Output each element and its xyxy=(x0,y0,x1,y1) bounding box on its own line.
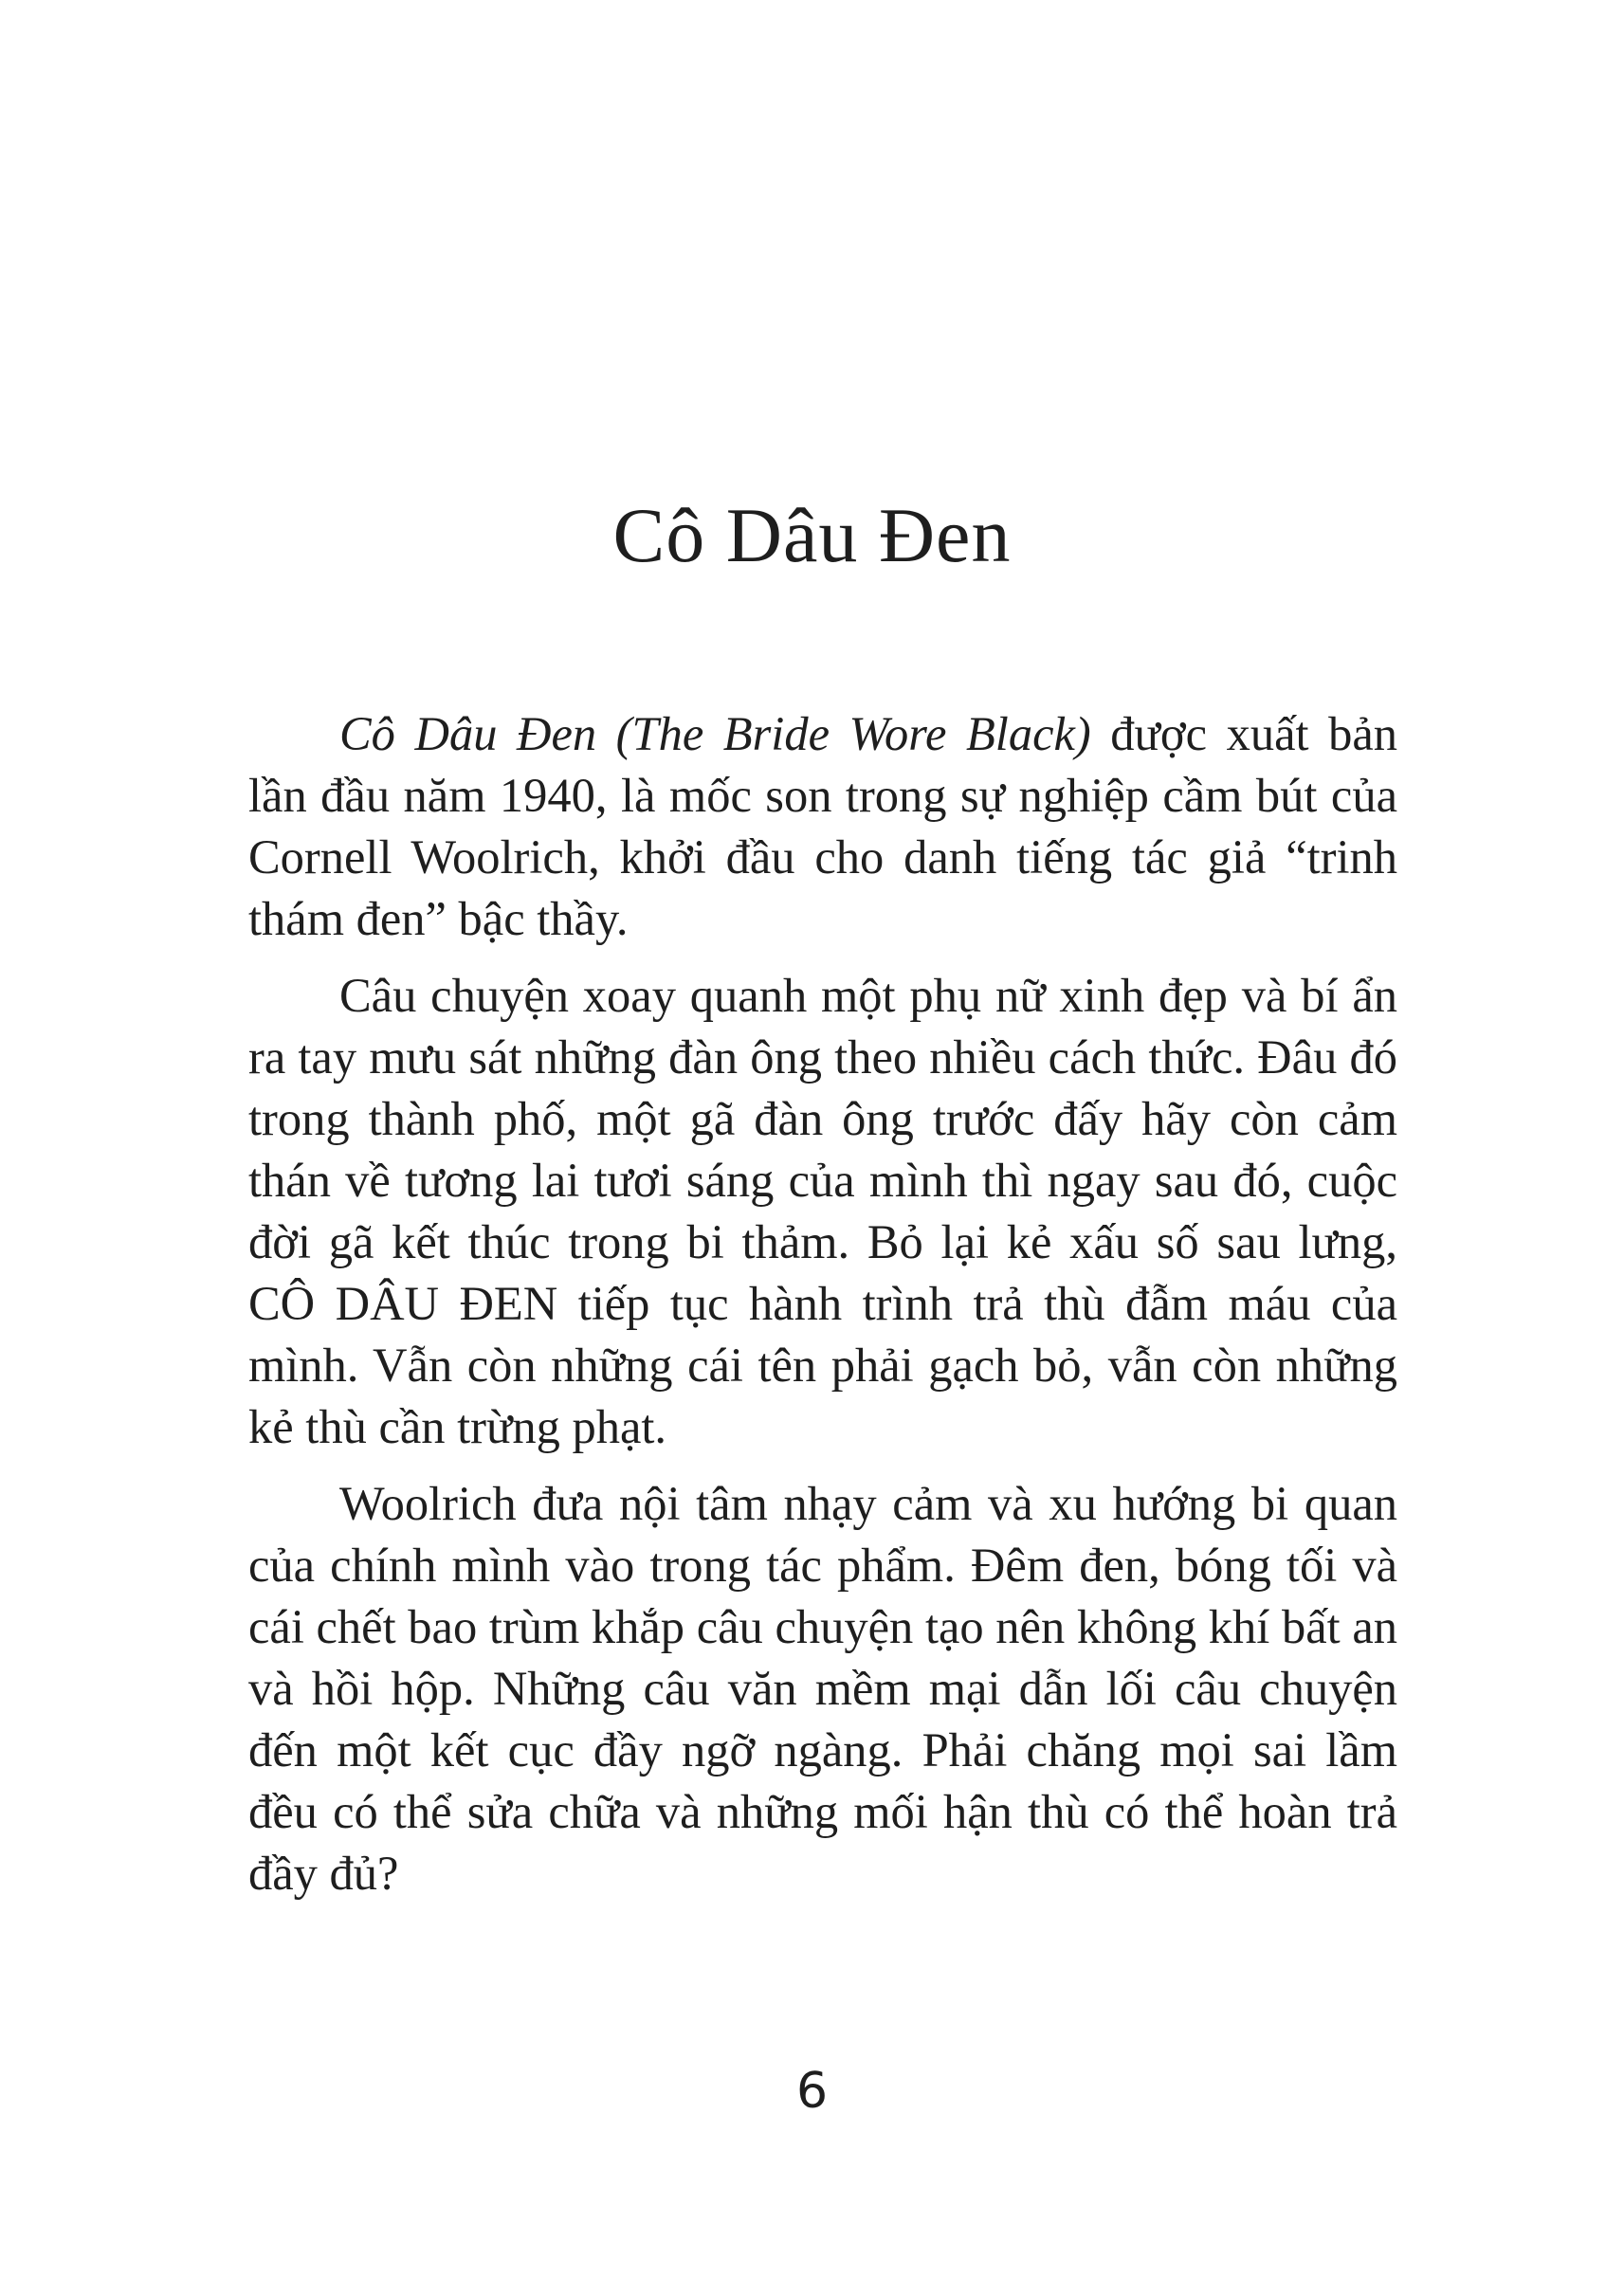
paragraph-3: Woolrich đưa nội tâm nhạy cảm và xu hướng bi quan của chính mình vào trong tác phẩm. Đêm đen, bóng tối và cái chết bao trùm khắp câu chuyện tạo nên không khí bất an và hồi hộp. Những câu văn mềm mại dẫn lối câu chuyện đến một kết cục đầy ngỡ ngàng. Phải chăng mọi sai lầm đều có thể sửa chữa và những mối hận thù có thể hoàn trả đầy đủ? xyxy=(248,1477,1397,1900)
paragraph-2: Câu chuyện xoay quanh một phụ nữ xinh đẹp và bí ẩn ra tay mưu sát những đàn ông theo nhiều cách thức. Đâu đó trong thành phố, một gã đàn ông trước đấy hãy còn cảm thán về tương lai tươi sáng của mình thì ngay sau đó, cuộc đời gã kết thúc trong bi thảm. Bỏ lại kẻ xấu số sau lưng, CÔ DÂU ĐEN tiếp tục hành trình trả thù đẫm máu của mình. Vẫn còn những cái tên phải gạch bỏ, vẫn còn những kẻ thù cần trừng phạt. xyxy=(248,969,1397,1453)
body-text xyxy=(248,703,1397,1920)
paragraph-1 xyxy=(248,703,1397,950)
page-number: 6 xyxy=(795,2063,829,2120)
paragraph-1-text: được xuất bản lần đầu năm 1940, là mốc son trong sự nghiệp cầm bút của Cornell Woolrich, khởi đầu cho danh tiếng tác giả “trinh thám đen” bậc thầy. xyxy=(248,707,1397,945)
book-title-italic: Cô Dâu Đen (The Bride Wore Black) xyxy=(339,707,1091,760)
chapter-title: Cô Dâu Đen xyxy=(612,492,1012,578)
